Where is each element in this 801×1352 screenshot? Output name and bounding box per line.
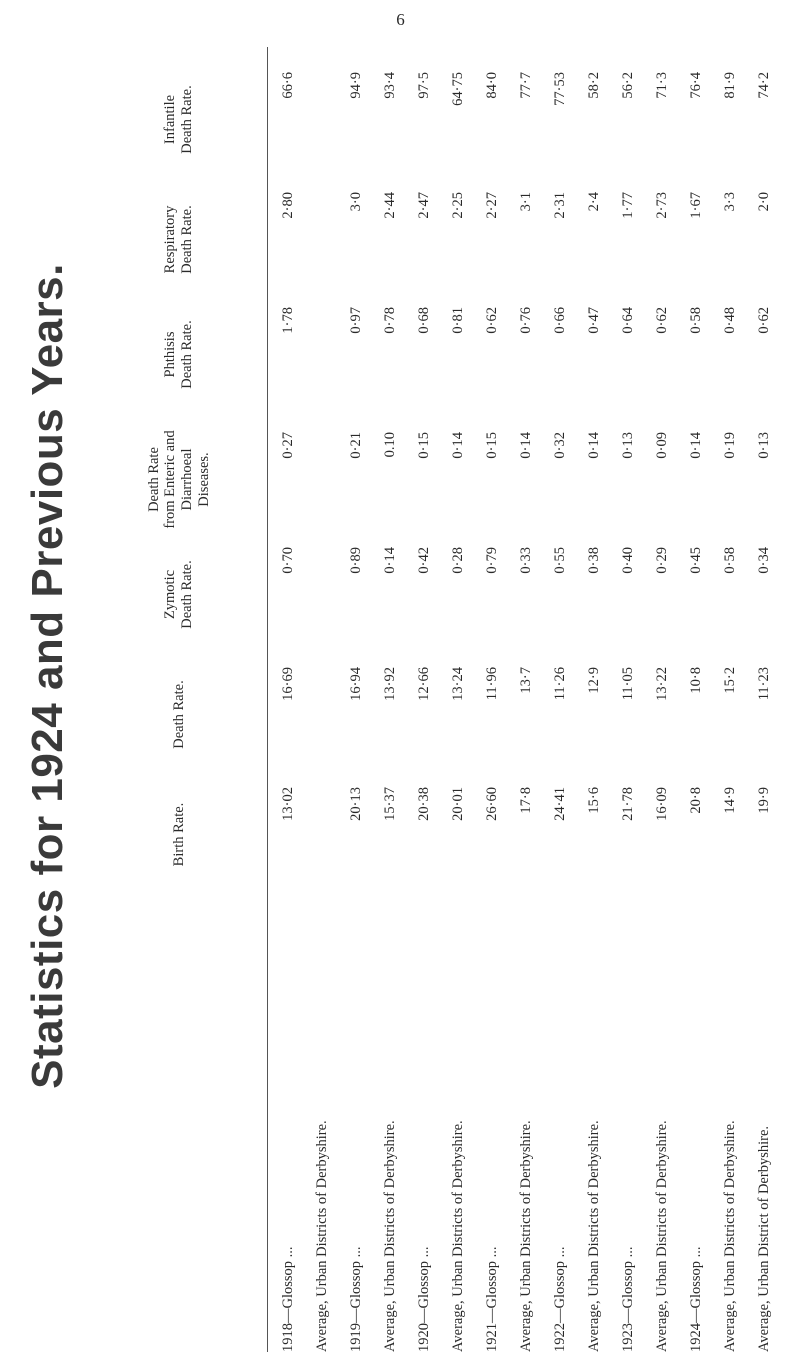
cell-zymotic: 0·79 xyxy=(483,547,500,574)
row-label: Average, Urban Districts of Derbyshire. xyxy=(585,1120,602,1352)
column-header-infantile xyxy=(95,62,263,177)
cell-phthisis: 0·48 xyxy=(721,307,738,334)
row-label: 1919—Glossop ... xyxy=(347,1246,364,1352)
table-row xyxy=(339,47,373,1352)
cell-death: 11·23 xyxy=(755,667,772,701)
cell-diarrhoeal: 0·13 xyxy=(619,432,636,459)
cell-zymotic: 0·70 xyxy=(279,547,296,574)
cell-zymotic: 0·29 xyxy=(653,547,670,574)
cell-death: 11·26 xyxy=(551,667,568,701)
cell-death: 13·22 xyxy=(653,667,670,701)
cell-respiratory: 2·80 xyxy=(279,192,296,219)
table-row xyxy=(543,47,577,1352)
cell-respiratory: 2·73 xyxy=(653,192,670,219)
table-row xyxy=(713,47,747,1352)
cell-respiratory: 2·25 xyxy=(449,192,466,219)
row-label: 1922—Glossop ... xyxy=(551,1246,568,1352)
cell-birth: 17·8 xyxy=(517,787,534,814)
cell-respiratory: 2·31 xyxy=(551,192,568,219)
cell-death: 16·94 xyxy=(347,667,364,701)
cell-diarrhoeal: 0·15 xyxy=(483,432,500,459)
cell-birth: 20·01 xyxy=(449,787,466,821)
cell-death: 13·24 xyxy=(449,667,466,701)
cell-zymotic: 0·34 xyxy=(755,547,772,574)
row-label: Average, Urban District of Derbyshire. xyxy=(755,1125,772,1352)
cell-birth: 15·37 xyxy=(381,787,398,821)
cell-birth: 20·13 xyxy=(347,787,364,821)
cell-respiratory: 1·77 xyxy=(619,192,636,219)
cell-phthisis: 0·81 xyxy=(449,307,466,334)
cell-infantile: 76·4 xyxy=(687,72,704,99)
cell-phthisis: 0·62 xyxy=(483,307,500,334)
cell-diarrhoeal: 0·09 xyxy=(653,432,670,459)
cell-death: 10·8 xyxy=(687,667,704,694)
cell-birth: 26·60 xyxy=(483,787,500,821)
cell-diarrhoeal: 0·14 xyxy=(517,432,534,459)
cell-death: 15·2 xyxy=(721,667,738,694)
cell-phthisis: 0·64 xyxy=(619,307,636,334)
header-rule xyxy=(267,47,268,1352)
row-label: Average, Urban Districts of Derbyshire. xyxy=(313,1120,330,1352)
cell-infantile: 81·9 xyxy=(721,72,738,99)
table-row xyxy=(679,47,713,1352)
cell-infantile: 77·7 xyxy=(517,72,534,99)
cell-diarrhoeal: 0·14 xyxy=(687,432,704,459)
row-label: 1921—Glossop ... xyxy=(483,1246,500,1352)
column-header-death xyxy=(95,657,263,772)
table-row xyxy=(509,47,543,1352)
column-header-line: Diarrhoeal xyxy=(179,448,195,511)
cell-infantile: 93·4 xyxy=(381,72,398,99)
column-header-line: Infantile xyxy=(162,94,179,145)
table-row xyxy=(271,47,305,1352)
cell-diarrhoeal: 0.10 xyxy=(381,432,398,458)
table-row xyxy=(407,47,441,1352)
cell-respiratory: 3·3 xyxy=(721,192,738,212)
cell-phthisis: 0·68 xyxy=(415,307,432,334)
cell-diarrhoeal: 0·14 xyxy=(449,432,466,459)
cell-birth: 19·9 xyxy=(755,787,772,814)
cell-zymotic: 0·45 xyxy=(687,547,704,574)
column-header-line: Diseases. xyxy=(195,452,212,507)
cell-phthisis: 0·47 xyxy=(585,307,602,334)
cell-birth: 13·02 xyxy=(279,787,296,821)
cell-zymotic: 0·33 xyxy=(517,547,534,574)
cell-diarrhoeal: 0·19 xyxy=(721,432,738,459)
cell-respiratory: 2·0 xyxy=(755,192,772,212)
cell-diarrhoeal: 0·27 xyxy=(279,432,296,459)
cell-respiratory: 2·27 xyxy=(483,192,500,219)
row-label: 1920—Glossop ... xyxy=(415,1246,432,1352)
cell-respiratory: 3·1 xyxy=(517,192,534,212)
cell-diarrhoeal: 0·15 xyxy=(415,432,432,459)
table-row xyxy=(441,47,475,1352)
cell-death: 13·92 xyxy=(381,667,398,701)
row-label: Average, Urban Districts of Derbyshire. xyxy=(517,1120,534,1352)
cell-zymotic: 0·42 xyxy=(415,547,432,574)
column-header-line: Respiratory xyxy=(162,205,179,274)
cell-phthisis: 0·78 xyxy=(381,307,398,334)
row-label: Average, Urban Districts of Derbyshire. xyxy=(721,1120,738,1352)
cell-respiratory: 1·67 xyxy=(687,192,704,219)
page-number: 6 xyxy=(396,10,405,29)
cell-respiratory: 2·4 xyxy=(585,192,602,212)
cell-birth: 21·78 xyxy=(619,787,636,821)
column-header-line: Birth Rate. xyxy=(170,802,187,867)
cell-birth: 15·6 xyxy=(585,787,602,814)
cell-respiratory: 3·0 xyxy=(347,192,364,212)
cell-diarrhoeal: 0·14 xyxy=(585,432,602,459)
cell-infantile: 97·5 xyxy=(415,72,432,99)
cell-phthisis: 0·62 xyxy=(755,307,772,334)
column-header-line: Death Rate. xyxy=(170,680,187,749)
cell-birth: 14·9 xyxy=(721,787,738,814)
page-title: Statistics for 1924 and Previous Years. xyxy=(23,263,72,1089)
table-row xyxy=(577,47,611,1352)
cell-respiratory: 2·44 xyxy=(381,192,398,219)
cell-diarrhoeal: 0·21 xyxy=(347,432,364,459)
column-header-respiratory xyxy=(95,182,263,297)
cell-phthisis: 0·58 xyxy=(687,307,704,334)
cell-death: 12·66 xyxy=(415,667,432,701)
row-label: Average, Urban Districts of Derbyshire. xyxy=(653,1120,670,1352)
cell-infantile: 94·9 xyxy=(347,72,364,99)
table-row xyxy=(747,47,781,1352)
column-header-line: Zymotic xyxy=(162,569,179,620)
cell-diarrhoeal: 0·32 xyxy=(551,432,568,459)
cell-infantile: 56·2 xyxy=(619,72,636,99)
cell-phthisis: 0·66 xyxy=(551,307,568,334)
table-row xyxy=(373,47,407,1352)
cell-birth: 24·41 xyxy=(551,787,568,821)
cell-death: 16·69 xyxy=(279,667,296,701)
cell-zymotic: 0·40 xyxy=(619,547,636,574)
cell-phthisis: 0·62 xyxy=(653,307,670,334)
column-header-line: from Enteric and xyxy=(162,430,179,529)
column-header-line: Death Rate. xyxy=(179,560,195,629)
row-label: 1918—Glossop ... xyxy=(279,1246,296,1352)
cell-birth: 20·8 xyxy=(687,787,704,814)
cell-death: 13·7 xyxy=(517,667,534,694)
table-header xyxy=(95,47,263,1352)
cell-phthisis: 0·76 xyxy=(517,307,534,334)
table-row xyxy=(645,47,679,1352)
cell-zymotic: 0·28 xyxy=(449,547,466,574)
cell-birth: 16·09 xyxy=(653,787,670,821)
cell-phthisis: 0·97 xyxy=(347,307,364,334)
cell-zymotic: 0·55 xyxy=(551,547,568,574)
cell-infantile: 71·3 xyxy=(653,72,670,99)
cell-infantile: 64·75 xyxy=(449,72,466,106)
cell-infantile: 74·2 xyxy=(755,72,772,99)
column-header-birth xyxy=(95,777,263,892)
table-row xyxy=(305,47,339,1352)
cell-zymotic: 0·38 xyxy=(585,547,602,574)
column-header-line: Death Rate. xyxy=(179,320,195,389)
cell-infantile: 84·0 xyxy=(483,72,500,99)
cell-infantile: 77·53 xyxy=(551,72,568,106)
cell-birth: 20·38 xyxy=(415,787,432,821)
cell-infantile: 58·2 xyxy=(585,72,602,99)
row-label: Average, Urban Districts of Derbyshire. xyxy=(381,1120,398,1352)
cell-zymotic: 0·58 xyxy=(721,547,738,574)
cell-death: 12·9 xyxy=(585,667,602,694)
column-header-diarrhoeal xyxy=(95,422,263,537)
statistics-table xyxy=(95,47,801,1352)
cell-zymotic: 0·14 xyxy=(381,547,398,574)
cell-phthisis: 1·78 xyxy=(279,307,296,334)
table-row xyxy=(475,47,509,1352)
row-label: Average, Urban Districts of Derbyshire. xyxy=(449,1120,466,1352)
column-header-zymotic xyxy=(95,537,263,652)
cell-death: 11·96 xyxy=(483,667,500,701)
column-header-line: Death Rate xyxy=(145,447,162,512)
cell-death: 11·05 xyxy=(619,667,636,701)
column-header-phthisis xyxy=(95,297,263,412)
cell-respiratory: 2·47 xyxy=(415,192,432,219)
cell-diarrhoeal: 0·13 xyxy=(755,432,772,459)
row-label: 1923—Glossop ... xyxy=(619,1246,636,1352)
row-label: 1924—Glossop ... xyxy=(687,1246,704,1352)
cell-zymotic: 0·89 xyxy=(347,547,364,574)
column-header-line: Death Rate. xyxy=(179,85,195,154)
cell-infantile: 66·6 xyxy=(279,72,296,99)
table-row xyxy=(611,47,645,1352)
column-header-line: Phthisis xyxy=(162,331,179,378)
column-header-line: Death Rate. xyxy=(179,205,195,274)
